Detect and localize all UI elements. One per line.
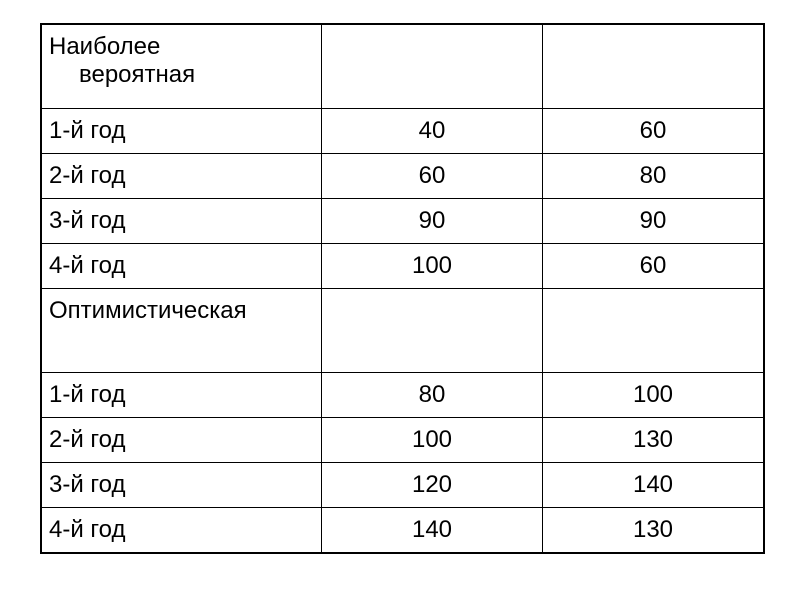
table-row xyxy=(41,373,764,418)
value-b: 140 xyxy=(543,463,765,508)
year-label: 2-й год xyxy=(41,418,322,463)
value-b: 60 xyxy=(543,109,765,154)
section-title-line2: вероятная xyxy=(79,61,196,88)
empty-cell xyxy=(322,24,543,109)
value-b: 60 xyxy=(543,244,765,289)
value-a: 100 xyxy=(322,244,543,289)
forecast-table xyxy=(40,23,765,554)
value-b: 90 xyxy=(543,199,765,244)
value-a: 40 xyxy=(322,109,543,154)
section-header-row xyxy=(41,24,764,109)
value-b: 130 xyxy=(543,418,765,463)
table-row xyxy=(41,109,764,154)
table-row xyxy=(41,418,764,463)
value-a: 90 xyxy=(322,199,543,244)
empty-cell xyxy=(322,289,543,373)
value-a: 80 xyxy=(322,373,543,418)
year-label: 3-й год xyxy=(41,199,322,244)
year-label: 1-й год xyxy=(41,109,322,154)
section-header-row xyxy=(41,289,764,373)
year-label: 4-й год xyxy=(41,508,322,554)
value-a: 100 xyxy=(322,418,543,463)
table-row xyxy=(41,508,764,554)
section-title-cell xyxy=(41,289,322,373)
year-label: 3-й год xyxy=(41,463,322,508)
table-row xyxy=(41,463,764,508)
section-title-line1: Оптимистическая xyxy=(49,297,247,324)
value-a: 140 xyxy=(322,508,543,554)
table-row xyxy=(41,154,764,199)
section-title-line1: Наиболее xyxy=(49,33,161,60)
value-a: 60 xyxy=(322,154,543,199)
table-row xyxy=(41,199,764,244)
value-a: 120 xyxy=(322,463,543,508)
table-row xyxy=(41,244,764,289)
empty-cell xyxy=(543,24,765,109)
value-b: 80 xyxy=(543,154,765,199)
section-title-cell xyxy=(41,24,322,109)
value-b: 130 xyxy=(543,508,765,554)
empty-cell xyxy=(543,289,765,373)
value-b: 100 xyxy=(543,373,765,418)
year-label: 2-й год xyxy=(41,154,322,199)
year-label: 4-й год xyxy=(41,244,322,289)
year-label: 1-й год xyxy=(41,373,322,418)
